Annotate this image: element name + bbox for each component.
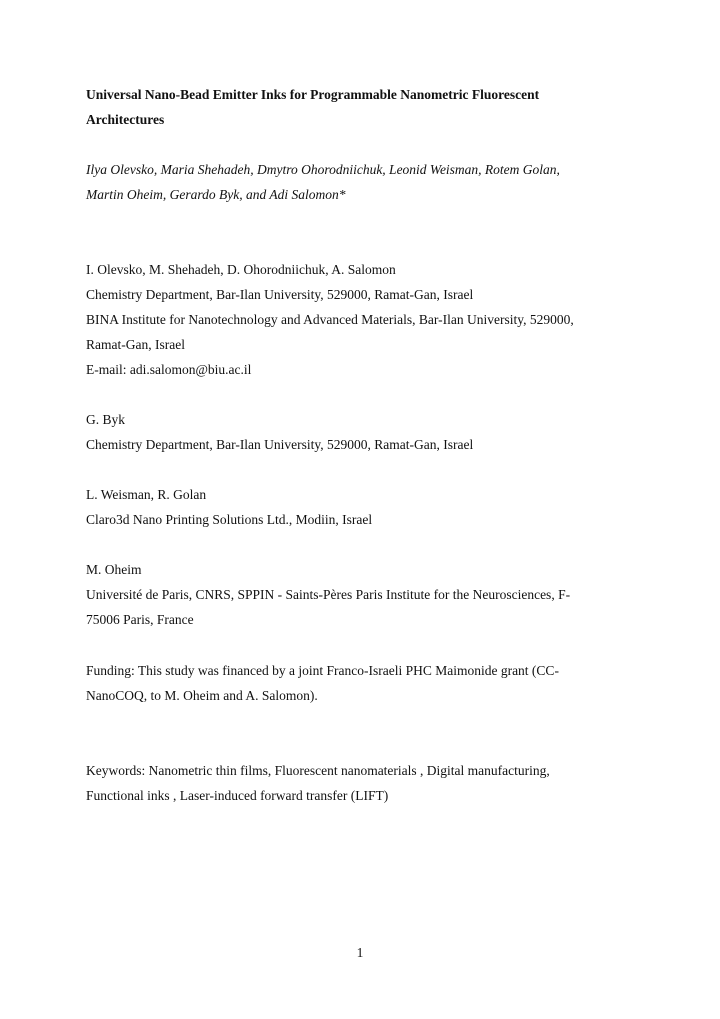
affiliation-authors: M. Oheim [86,562,142,577]
funding-line: Funding: This study was financed by a joint Franco-Israeli PHC Maimonide grant (CC- [86,663,559,678]
keywords-line: Functional inks , Laser-induced forward transfer (LIFT) [86,788,389,803]
paper-title-line: Universal Nano-Bead Emitter Inks for Programmable Nanometric Fluorescent [86,87,540,102]
page-number: 1 [356,945,364,960]
affiliation-authors: I. Olevsko, M. Shehadeh, D. Ohorodniichuk, A. Salomon [86,262,396,277]
author-list-line: Martin Oheim, Gerardo Byk, and Adi Salomon* [86,187,346,202]
affiliation-block [86,257,646,382]
affiliation-line: Chemistry Department, Bar-Ilan University, 529000, Ramat-Gan, Israel [86,287,474,302]
keywords-line: Keywords: Nanometric thin films, Fluorescent nanomaterials , Digital manufacturing, [86,763,550,778]
affiliation-line: 75006 Paris, France [86,612,194,627]
funding-statement [86,658,646,708]
affiliation-block [86,557,646,632]
contact-email: E-mail: adi.salomon@biu.ac.il [86,362,252,377]
affiliation-block [86,407,646,457]
affiliation-line: Claro3d Nano Printing Solutions Ltd., Modiin, Israel [86,512,373,527]
affiliation-block [86,482,646,532]
author-list [86,157,646,207]
author-list-line: Ilya Olevsko, Maria Shehadeh, Dmytro Ohorodniichuk, Leonid Weisman, Rotem Golan, [86,162,560,177]
affiliation-authors: G. Byk [86,412,126,427]
affiliation-line: Chemistry Department, Bar-Ilan University, 529000, Ramat-Gan, Israel [86,437,474,452]
funding-line: NanoCOQ, to M. Oheim and A. Salomon). [86,688,318,703]
keywords [86,758,646,808]
paper-title-line: Architectures [86,112,165,127]
affiliation-line: BINA Institute for Nanotechnology and Advanced Materials, Bar-Ilan University, 529000, [86,312,574,327]
paper-title [86,82,646,132]
affiliation-line: Université de Paris, CNRS, SPPIN - Saints-Pères Paris Institute for the Neurosciences, F- [86,587,571,602]
affiliation-line: Ramat-Gan, Israel [86,337,185,352]
affiliation-authors: L. Weisman, R. Golan [86,487,207,502]
